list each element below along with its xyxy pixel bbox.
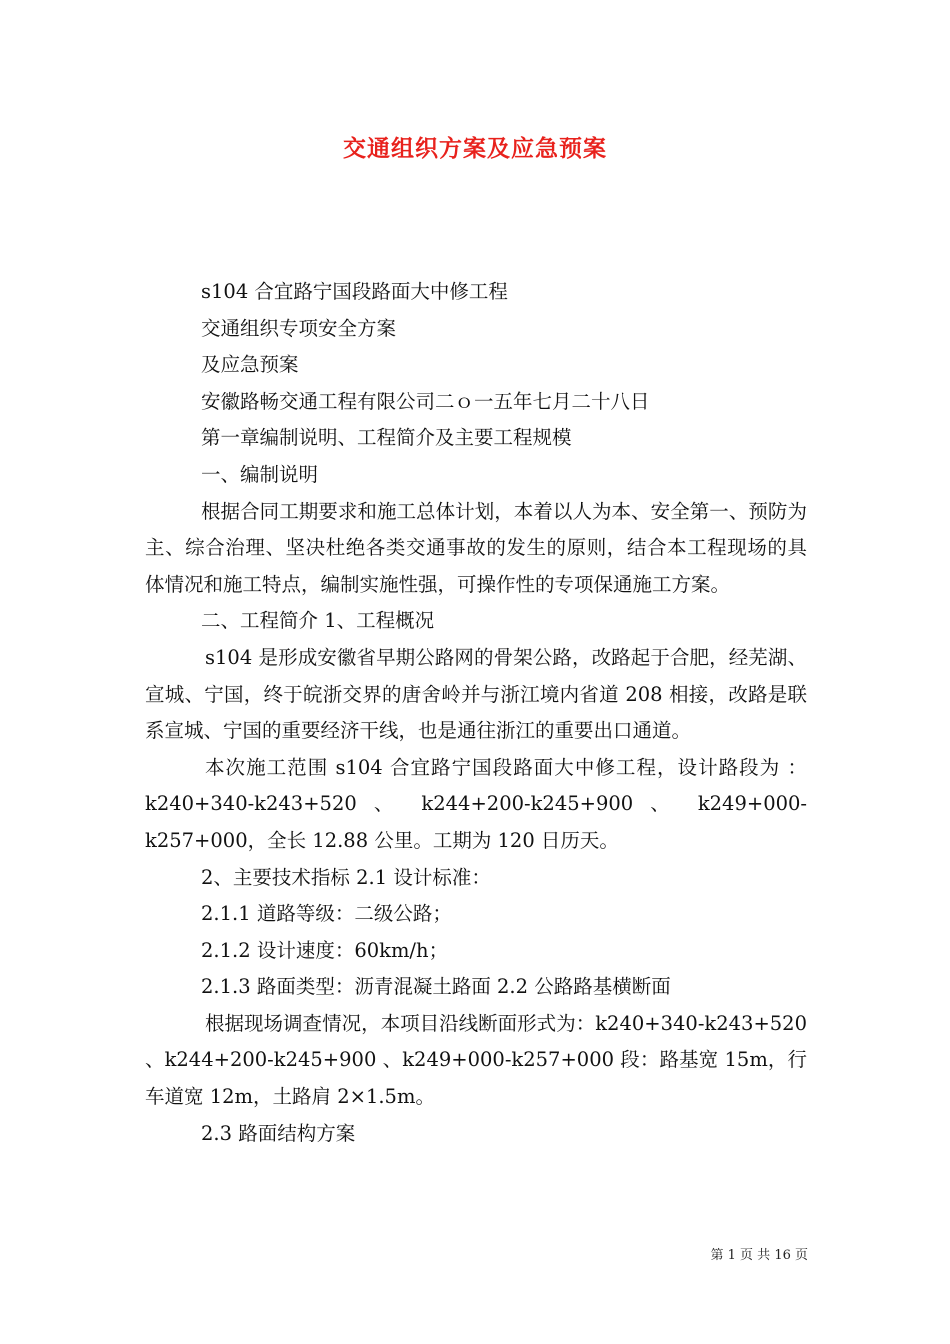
plan-title-line: 交通组织专项安全方案 [201,316,397,340]
paragraph-scope: 本次施工范围 s104 合宜路宁国段路面大中修工程，设计路段为 ： k240+340-k243+520 、 k244+200-k245+900 、 k249+000-k257+000，全长 12.88 公里。工期为 120 日历天。 [145,755,807,852]
project-name-line: s104 合宜路宁国段路面大中修工程 [201,280,508,303]
design-speed-line: 2.1.2 设计速度：60km/h； [201,938,449,962]
page-number: 第 1 页 共 16 页 [710,1248,808,1263]
document-title: 交通组织方案及应急预案 [343,135,607,162]
pavement-type-line: 2.1.3 路面类型：沥青混凝土路面 2.2 公路路基横断面 [201,975,671,999]
document-body [145,274,807,1152]
section-heading-1: 一、编制说明 [201,462,319,486]
paragraph-overview: s104 是形成安徽省早期公路网的骨架公路，改路起于合肥，经芜湖、宣城、宁国，终于皖浙交界的唐舍岭并与浙江境内省道 208 相接，改路是联系宣城、宁国的重要经济干线，也是通往浙江的重要出口通道。 [145,645,807,743]
paragraph-cross-section: 根据现场调查情况，本项目沿线断面形式为：k240+340-k243+520 、k244+200-k245+900 、k249+000-k257+000 段：路基宽 15m，行车道宽 12m，土路肩 2×1.5m。 [145,1011,807,1109]
section-heading-2: 二、工程简介 1、工程概况 [201,609,435,633]
plan-subtitle-line: 及应急预案 [201,353,299,377]
tech-indicator-heading: 2、主要技术指标 2.1 设计标准： [201,865,491,889]
company-date-line: 安徽路畅交通工程有限公司二ｏ一五年七月二十八日 [201,389,650,413]
paragraph-compilation: 根据合同工期要求和施工总体计划，本着以人为本、安全第一、预防为主、综合治理、坚决杜绝各类交通事故的发生的原则，结合本工程现场的具体情况和施工特点，编制实施性强，可操作性的专项保通施工方案。 [145,499,807,596]
chapter-heading: 第一章编制说明、工程简介及主要工程规模 [201,426,572,450]
pavement-structure-heading: 2.3 路面结构方案 [201,1121,356,1145]
road-grade-line: 2.1.1 道路等级：二级公路； [201,902,452,926]
